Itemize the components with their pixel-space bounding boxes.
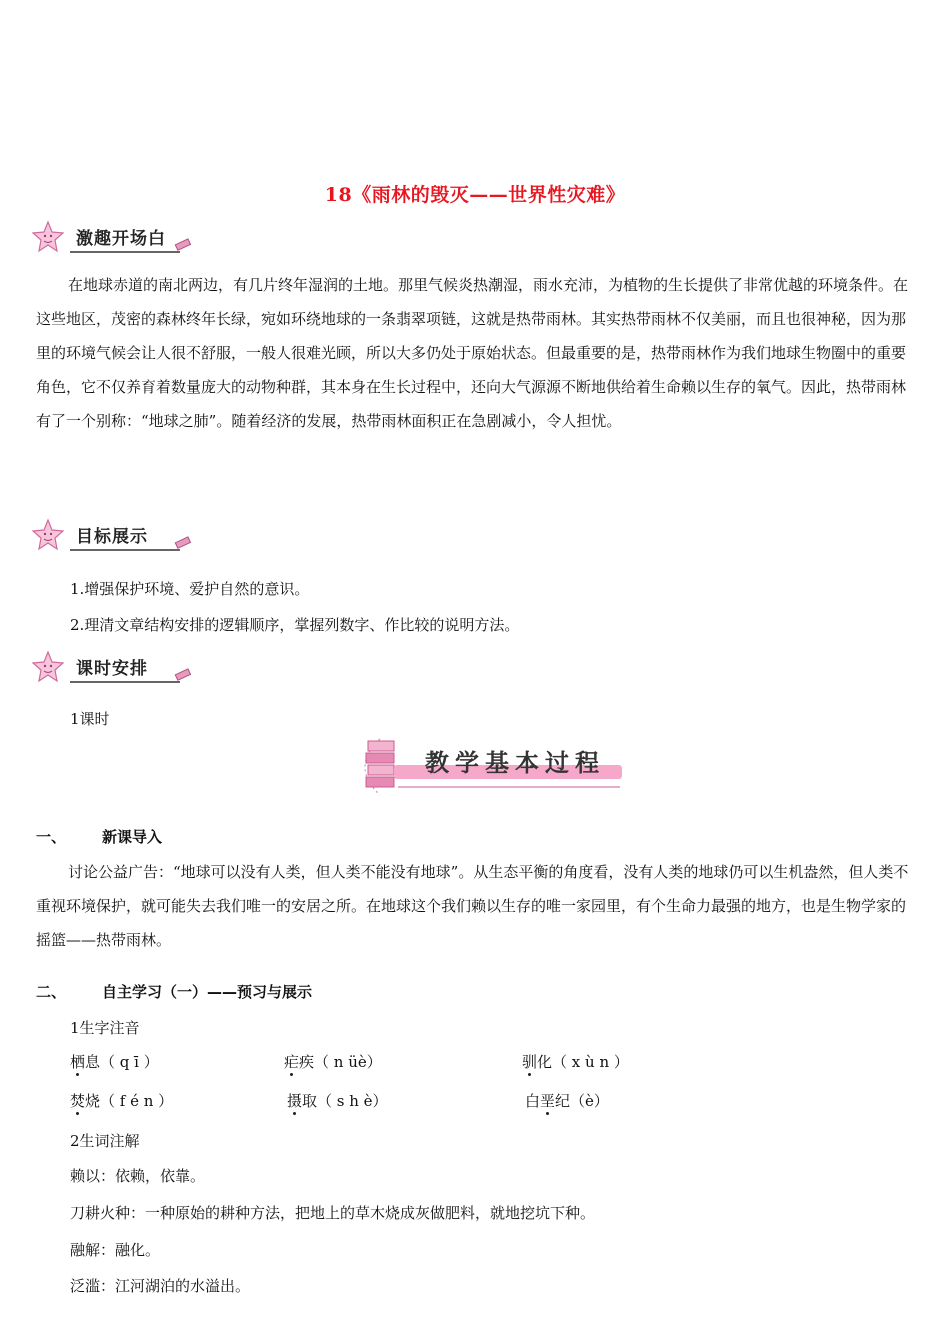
vocab-item: 泛滥：江河湖泊的水溢出。 [70, 1277, 251, 1295]
step-label: 自主学习（一）——预习与展示 [102, 983, 313, 1001]
pinyin-item: 白垩纪（è） [525, 1092, 609, 1110]
step1-paragraph: 讨论公益广告：“地球可以没有人类，但人类不能没有地球”。从生态平衡的角度看，没有人类的地球仍可以生机盎然，但人类不重视环境保护，就可能失去我们唯一的安居之所。在地球这个我们赖以生存的唯一家园里，有个生命力最强的地方，也是生物学家的摇篮——热带雨林。 [36, 863, 909, 949]
section-header-intro [30, 218, 230, 258]
vocab-item: 赖以：依赖，依靠。 [70, 1167, 206, 1185]
vocab-item: 融解：融化。 [70, 1241, 161, 1259]
pinyin-item: 疟疾（ n üè） [284, 1053, 382, 1071]
pinyin-heading: 1生字注音 [70, 1019, 140, 1037]
section-label: 目标展示 [76, 527, 148, 547]
section-label: 课时安排 [76, 659, 148, 679]
pinyin-item: 栖息（ q ī ） [70, 1053, 159, 1071]
pinyin-item: 驯化（ x ù n ） [522, 1053, 629, 1071]
section-label: 激趣开场白 [76, 229, 166, 249]
goal-item-2: 2.理清文章结构安排的逻辑顺序，掌握列数字、作比较的说明方法。 [70, 616, 520, 634]
step-number: 一、 [36, 828, 67, 846]
step-heading-1 [36, 826, 162, 847]
vocab-item: 刀耕火种：一种原始的耕种方法，把地上的草木烧成灰做肥料，就地挖坑下种。 [70, 1204, 596, 1222]
pinyin-item: 摄取（ s h è） [287, 1092, 388, 1110]
intro-paragraph: 在地球赤道的南北两边，有几片终年湿润的土地。那里气候炎热潮湿，雨水充沛，为植物的生长提供了非常优越的环境条件。在这些地区，茂密的森林终年长绿，宛如环绕地球的一条翡翠项链，这就是热带雨林。其实热带雨林不仅美丽，而且也很神秘，因为那里的环境气候会让人很不舒服，一般人很难光顾，所以大多仍处于原始状态。但最重要的是，热带雨林作为我们地球生物圈中的重要角色，它不仅养育着数量庞大的动物种群，其本身在生长过程中，还向大气源源不断地供给着生命赖以生存的氧气。因此，热带雨林有了一个别称：“地球之肺”。随着经济的发展，热带雨林面积正在急剧减小，令人担忧。 [36, 276, 909, 430]
document-title: 18《雨林的毁灭——世界性灾难》 [324, 184, 626, 206]
goal-item-1: 1.增强保护环境、爱护自然的意识。 [70, 580, 310, 598]
schedule-text: 1课时 [70, 710, 110, 728]
step-heading-2 [36, 981, 312, 1002]
teaching-process-banner [350, 735, 630, 799]
step-label: 新课导入 [102, 828, 163, 846]
banner-title: 教学基本过程 [425, 749, 605, 777]
pinyin-item: 焚烧（ f é n ） [70, 1092, 174, 1110]
section-header-goals [30, 516, 230, 556]
vocab-heading: 2生词注解 [70, 1132, 140, 1150]
step-number: 二、 [36, 983, 67, 1001]
section-header-schedule [30, 648, 230, 688]
